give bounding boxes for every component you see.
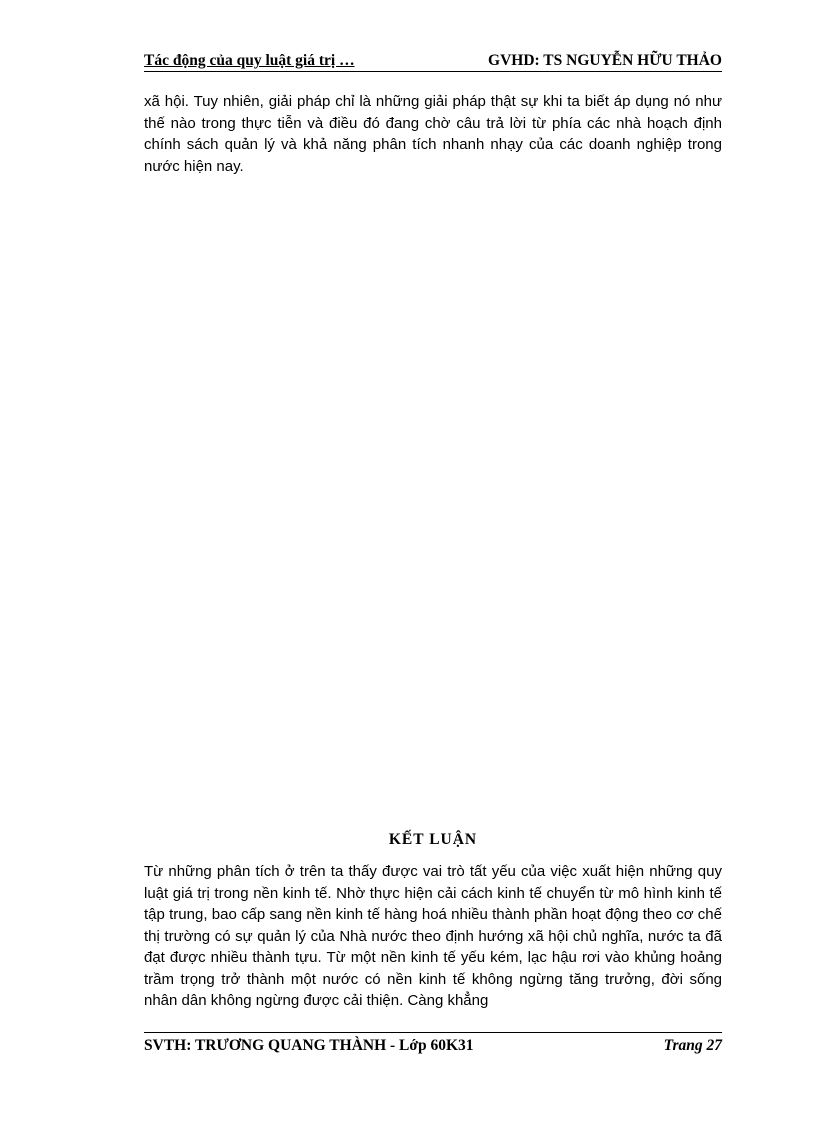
section-title: KẾT LUẬN [388,831,478,848]
body-paragraph-1: xã hội. Tuy nhiên, giải pháp chỉ là những giải pháp thật sự khi ta biết áp dụng nó như thế nào trong thực tiễn và điều đó đang chờ câu trả lời từ phía các nhà hoạch định chính sách quản lý và khả năng phân tích nhanh nhạy của các doanh nghiệp trong nước hiện nay. [144,93,722,175]
footer-student: SVTH: TRƯƠNG QUANG THÀNH - Lớp 60K31 [144,1037,474,1054]
header-advisor: GVHD: TS NGUYỄN HỮU THẢO [488,52,722,69]
page-footer [144,1032,722,1057]
page-header [144,52,722,72]
header-document-title: Tác động của quy luật giá trị … [144,52,355,69]
footer-page-number: Trang 27 [663,1037,722,1054]
body-paragraph-2: Từ những phân tích ở trên ta thấy được vai trò tất yếu của việc xuất hiện những quy luật giá trị trong nền kinh tế. Nhờ thực hiện cải cách kinh tế chuyển từ mô hình kinh tế tập trung, bao cấp sang nền kinh tế hàng hoá nhiều thành phần hoạt động theo cơ chế thị trường có sự quản lý của Nhà nước theo định hướng xã hội chủ nghĩa, nước ta đã đạt được nhiều thành tựu. Từ một nền kinh tế yếu kém, lạc hậu rơi vào khủng hoảng trầm trọng trở thành một nước có nền kinh tế không ngừng tăng trưởng, đời sống nhân dân không ngừng được cải thiện. Càng khẳng [144,863,722,1009]
